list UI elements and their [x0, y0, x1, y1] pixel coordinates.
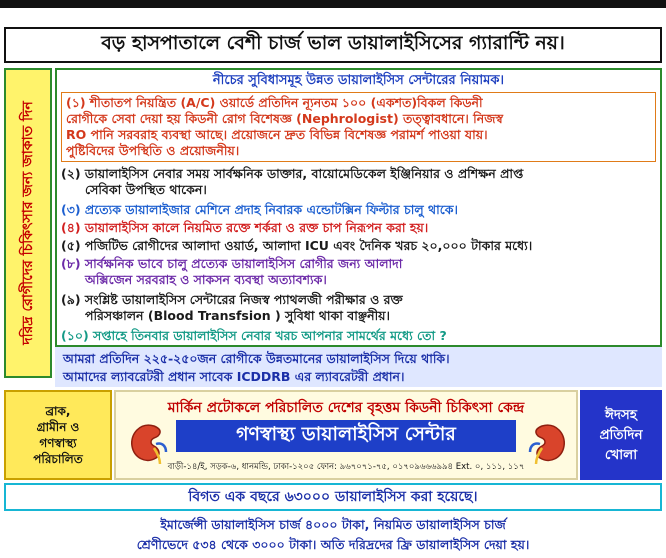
daily-patients-notice — [55, 345, 662, 387]
yearly-stat — [4, 483, 662, 511]
open-line-1: ঈদসহ — [605, 407, 637, 423]
zakat-side-band — [4, 68, 52, 378]
item-9-line-2: পরিসঞ্চালন (Blood Transfsion ) সুবিধা থাকা বাঞ্ছনীয়। — [85, 308, 390, 323]
facility-item-10: (১০) সপ্তাহে তিনবার ডায়ালাইসিস নেবার খরচ আপনার সামর্থের মধ্যে তো ? — [61, 328, 447, 343]
item-2-line-2: সেবিকা উপস্থিত থাকেন। — [85, 182, 207, 197]
headline-text: বড় হাসপাতালে বেশী চার্জ ভাল ডায়ালাইসিসের গ্যারান্টি নয়। — [101, 32, 565, 54]
address-line: বাড়ী-১৪/ই, সড়ক-৬, ধানমন্ডি, ঢাকা-১২০৫ ফোন: ৯৬৭০৭১-৭৫, ০১৭০৯৬৬৬৯৯৪ Ext. ০, ১১১, ১১৭ — [167, 462, 525, 472]
item-8-line-2: অক্সিজেন সরবরাহ ও সাকসন ব্যবস্থা অত্যাবশ্যক। — [85, 272, 327, 287]
facility-item-9 — [61, 292, 403, 324]
item-9-line-1: (৯) সংশ্লিষ্ট ডায়ালাইসিস সেন্টারের নিজস্ব প্যাথলজী পরীক্ষার ও রক্ত — [61, 292, 403, 307]
item-1-line-4: পুষ্টিবিদের উপস্থিতি ও প্রয়োজনীয়। — [66, 143, 240, 158]
center-info — [114, 390, 578, 480]
center-band — [4, 390, 662, 480]
facilities-box — [55, 68, 662, 378]
item-1-line-3: RO পানি সরবরাহ ব্যবস্থা আছে। প্রয়োজনে দ্রুত বিভিন্ন বিশেষজ্ঞ পরামর্শ পাওয়া যায়। — [66, 127, 488, 142]
operators-cell — [4, 390, 112, 480]
notice-line-2: আমাদের ল্যাবরেটরী প্রধান সাবেক ICDDRB এর ল্যাবরেটরী প্রধান। — [63, 369, 405, 384]
facility-item-3: (৩) প্রত্যেক ডায়ালাইজার মেশিনে প্রদাহ নিবারক এন্ডোটক্সিন ফিল্টার চালু থাকে। — [61, 202, 458, 217]
tagline: মার্কিন প্রটোকলে পরিচালিত দেশের বৃহত্তম কিডনী চিকিৎসা কেন্দ্র — [167, 400, 525, 416]
operators-line-2: গ্রামীন ও — [36, 420, 80, 434]
facility-item-2 — [61, 166, 523, 198]
item-8-line-1: (৮) সার্বক্ষনিক ভাবে চালু প্রত্যেক ডায়ালাইসিস রোগীর জন্য আলাদা — [61, 256, 403, 271]
facility-item-4: (৪) ডায়ালাইসিস কালে নিয়মিত রক্তে শর্করা ও রক্ত চাপ নিরূপন করা হয়। — [61, 220, 429, 235]
top-strip — [0, 0, 666, 8]
stat-text: বিগত এক বছরে ৬৩০০০ ডায়ালাইসিস করা হয়েছে। — [188, 489, 478, 505]
notice-line-1: আমরা প্রতিদিন ২২৫-২৫০জন রোগীকে উন্নতমানের ডায়ালাইসিস দিয়ে থাকি। — [63, 351, 450, 366]
open-daily-cell — [580, 390, 662, 480]
operators-line-3: গণস্বাস্থ্য — [39, 436, 77, 450]
open-line-3: খোলা — [604, 447, 638, 463]
charges-line-1: ইমার্জেন্সী ডায়ালাইসিস চার্জ ৪০০০ টাকা, নিয়মিত ডায়ালাইসিস চার্জ — [160, 517, 506, 532]
operators-line-4: পরিচালিত — [33, 452, 83, 466]
facility-item-1 — [61, 92, 656, 162]
open-line-2: প্রতিদিন — [599, 427, 643, 443]
center-name-banner: গণস্বাস্থ্য ডায়ালাইসিস সেন্টার — [176, 420, 516, 452]
charges-notice — [4, 513, 662, 557]
headline — [4, 27, 662, 63]
facility-item-8 — [61, 256, 402, 288]
charges-line-2: শ্রেণীভেদে ৫৩৪ থেকে ৩০০০ টাকা। অতি দরিদ্রদের ফ্রি ডায়ালাইসিস দেয়া হয়। — [136, 537, 530, 552]
facility-item-5: (৫) পজিটিভ রোগীদের আলাদা ওয়ার্ড, আলাদা ICU এবং দৈনিক খরচ ২০,০০০ টাকার মধ্যে। — [61, 238, 533, 253]
item-1-line-2: রোগীকে সেবা দেয়া হয় কিডনী রোগ বিশেষজ্ঞ (Nephrologist) তত্ত্বাবধানে। নিজস্ব — [66, 111, 504, 126]
item-2-line-1: (২) ডায়ালাইসিস নেবার সময় সার্বক্ষনিক ডাক্তার, বায়োমেডিকেল ইঞ্জিনিয়ার ও প্রশিক্ষন প্রাপ্ত — [61, 166, 524, 181]
side-band-text: দরিদ্র রোগীদের চিকিৎসার জন্য জাকাত দিন — [20, 101, 36, 345]
facilities-subhead: নীচের সুবিধাসমূহ উন্নত ডায়ালাইসিস সেন্টারের নিয়ামক। — [212, 72, 505, 88]
item-1-line-1: (১) শীতাতপ নিয়ন্ত্রিত (A/C) ওয়ার্ডে প্রতিদিন ন্যূনতম ১০০ (একশত)বিকল কিডনী — [66, 95, 483, 110]
operators-line-1: ব্রাক, — [45, 404, 71, 418]
